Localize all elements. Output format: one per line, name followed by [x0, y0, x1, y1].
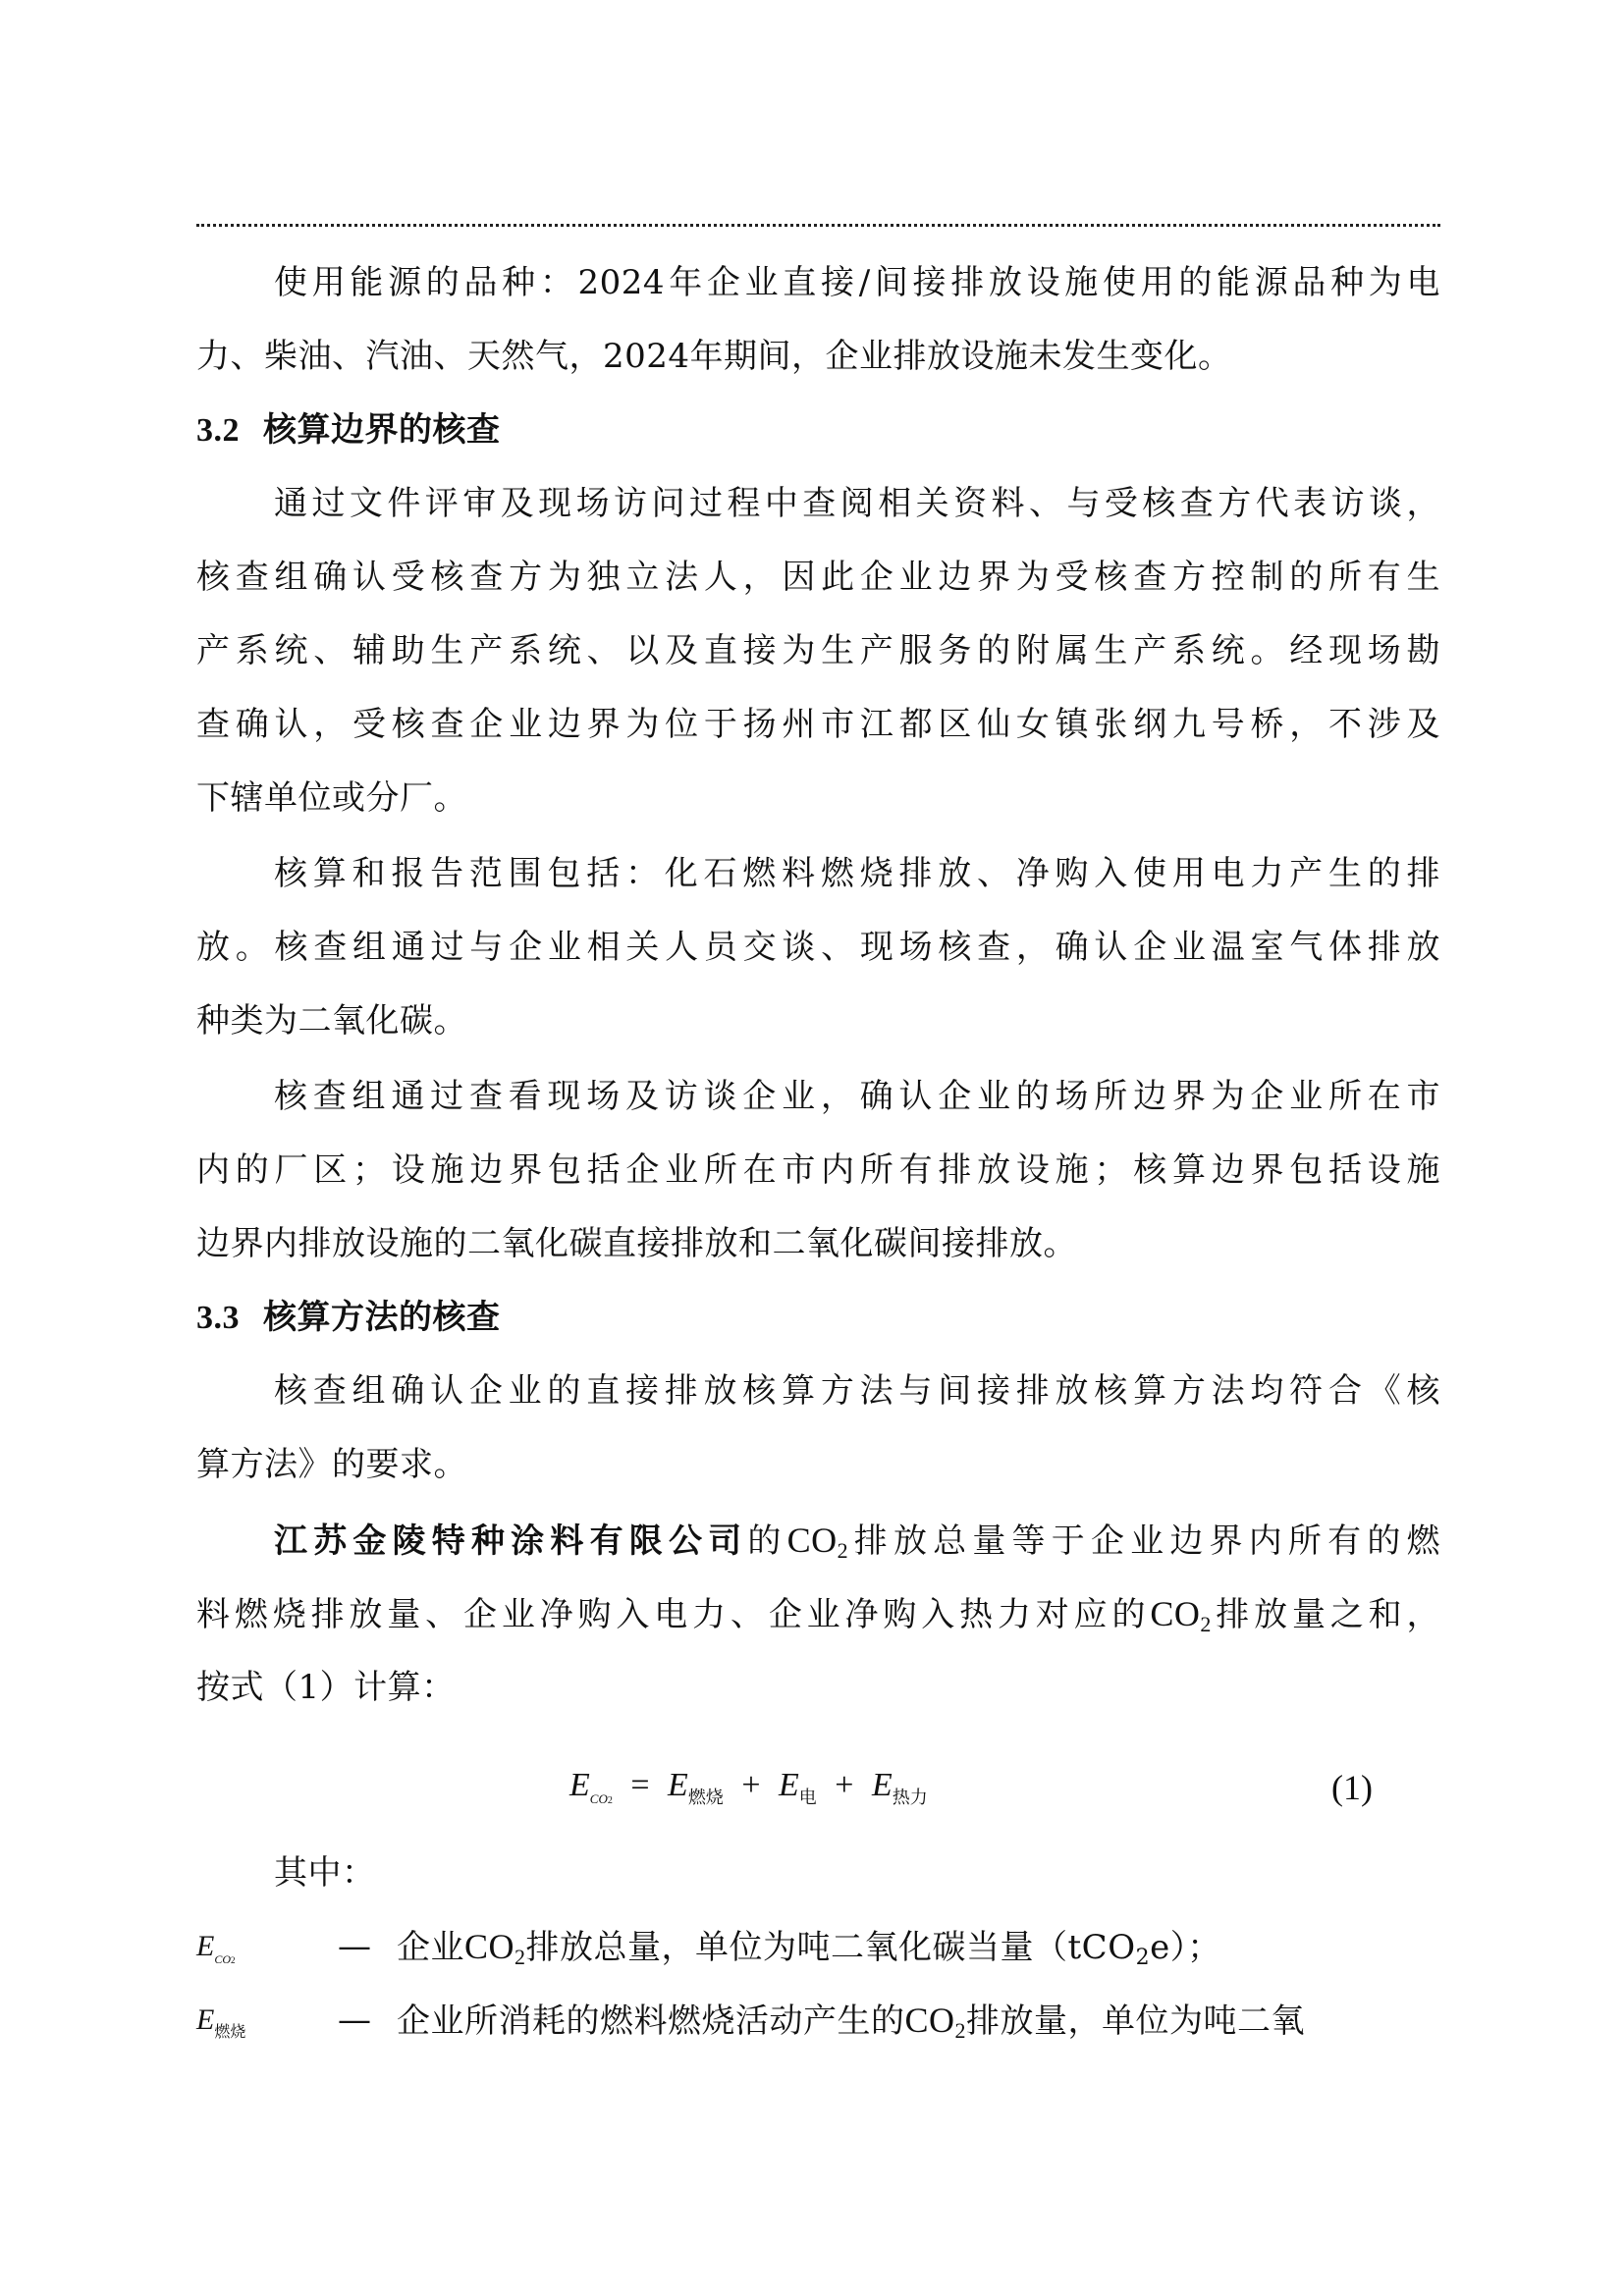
paragraph-total-line-2 [196, 1592, 1440, 1635]
text-fragment: 企业所消耗的燃料燃烧活动产生的 [397, 2002, 905, 2041]
definition-symbol [196, 1925, 236, 1968]
text-fragment: 排放总量等于企业边界内所有的燃 [848, 1522, 1441, 1561]
paragraph-boundary-line-3: 产系统、辅助生产系统、以及直接为生产服务的附属生产系统。经现场勘 [196, 631, 1440, 670]
paragraph-energy-line-2: 力、柴油、汽油、天然气，2024年期间，企业排放设施未发生变化。 [196, 337, 1232, 376]
formula-sub-number: 2 [607, 1795, 613, 1806]
paragraph-boundary-line-4: 查确认，受核查企业边界为位于扬州市江都区仙女镇张纲九号桥，不涉及 [196, 705, 1440, 744]
paragraph-scope-line-3: 种类为二氧化碳。 [196, 1001, 467, 1041]
section-title: 核算边界的核查 [263, 410, 501, 450]
paragraph-site-line-3: 边界内排放设施的二氧化碳直接排放和二氧化碳间接排放。 [196, 1224, 1077, 1263]
text-fragment: 的 [747, 1522, 787, 1561]
paragraph-scope-line-1: 核算和报告范围包括：化石燃料燃烧排放、净购入使用电力产生的排 [274, 854, 1440, 893]
header-divider [196, 224, 1440, 227]
paragraph-boundary-line-2: 核查组确认受核查方为独立法人，因此企业边界为受核查方控制的所有生 [196, 558, 1440, 597]
section-number: 3.3 [196, 1300, 240, 1336]
paragraph-site-line-1: 核查组通过查看现场及访谈企业，确认企业的场所边界为企业所在市 [274, 1077, 1440, 1116]
subscript: 2 [1135, 1946, 1151, 1970]
formula-term-subscript: 热力 [892, 1788, 928, 1807]
co2-label [786, 1521, 849, 1563]
subscript: 2 [954, 2018, 967, 2043]
company-name: 江苏金陵特种涂料有限公司 [274, 1522, 748, 1561]
formula-term-subscript: 电 [798, 1788, 817, 1807]
symbol-letter: E [196, 1930, 215, 1962]
definition-text [397, 1999, 1305, 2043]
symbol-sub-number: 2 [231, 1955, 236, 1965]
co2-label [464, 1927, 526, 1969]
section-heading-3-2 [196, 408, 1440, 452]
paragraph-scope-line-2: 放。核查组通过与企业相关人员交谈、现场核查，确认企业温室气体排放 [196, 928, 1440, 967]
formula-number: (1) [1331, 1768, 1373, 1807]
text-fragment: e）； [1150, 1928, 1221, 1967]
formula-term-heat: E [871, 1767, 893, 1803]
paragraph-total-line-3: 按式（1）计算： [196, 1668, 456, 1707]
definition-dash: — [338, 2001, 371, 2040]
section-title: 核算方法的核查 [263, 1298, 501, 1337]
paragraph-site-line-2: 内的厂区；设施边界包括企业所在市内所有排放设施；核算边界包括设施 [196, 1150, 1440, 1190]
co-text: CO [464, 1927, 515, 1966]
co-text: CO [1150, 1594, 1201, 1633]
co2-label [1150, 1594, 1212, 1636]
paragraph-boundary-line-5: 下辖单位或分厂。 [196, 778, 467, 818]
subscript: 2 [1200, 1612, 1212, 1636]
formula-term-combustion: E [668, 1767, 688, 1803]
formula-lhs: E [569, 1767, 590, 1803]
paragraph-boundary-line-1: 通过文件评审及现场访问过程中查阅相关资料、与受核查方代表访谈， [274, 484, 1440, 523]
formula-1 [569, 1767, 928, 1816]
co-text: CO [904, 2001, 955, 2040]
co2-label [904, 2001, 967, 2043]
text-fragment: 企业 [397, 1928, 464, 1967]
co-text: CO [786, 1521, 838, 1560]
formula-sub-text: CO [589, 1791, 608, 1806]
formula-term-subscript: 燃烧 [687, 1788, 724, 1807]
symbol-sub-text: CO [214, 1952, 231, 1966]
symbol-subscript: 燃烧 [214, 2024, 246, 2041]
definition-dash: — [338, 1927, 371, 1966]
section-number: 3.2 [196, 412, 240, 449]
text-fragment: 排放总量，单位为吨二氧化碳当量（tCO [525, 1928, 1136, 1967]
formula-plus: + [741, 1767, 761, 1803]
subscript: 2 [837, 1538, 849, 1563]
where-label: 其中： [274, 1853, 376, 1893]
paragraph-method-line-2: 算方法》的要求。 [196, 1445, 467, 1484]
symbol-subscript [214, 1950, 235, 1967]
formula-lhs-subscript [590, 1788, 613, 1807]
paragraph-energy-line-1: 使用能源的品种：2024年企业直接/间接排放设施使用的能源品种为电 [274, 263, 1440, 302]
formula-plus: + [835, 1767, 854, 1803]
text-fragment: 料燃烧排放量、企业净购入电力、企业净购入热力对应的 [196, 1595, 1151, 1634]
section-heading-3-3 [196, 1296, 1440, 1339]
text-fragment: 排放量，单位为吨二氧 [966, 2002, 1306, 2041]
symbol-letter: E [196, 2003, 215, 2036]
definition-text [397, 1925, 1221, 1969]
text-fragment: 排放量之和， [1211, 1595, 1441, 1634]
subscript: 2 [514, 1945, 526, 1969]
formula-equals: = [630, 1767, 650, 1803]
paragraph-method-line-1: 核查组确认企业的直接排放核算方法与间接排放核算方法均符合《核 [274, 1371, 1440, 1411]
definition-symbol [196, 1999, 245, 2042]
formula-term-electricity: E [779, 1767, 799, 1803]
paragraph-total-line-1 [274, 1519, 1440, 1562]
